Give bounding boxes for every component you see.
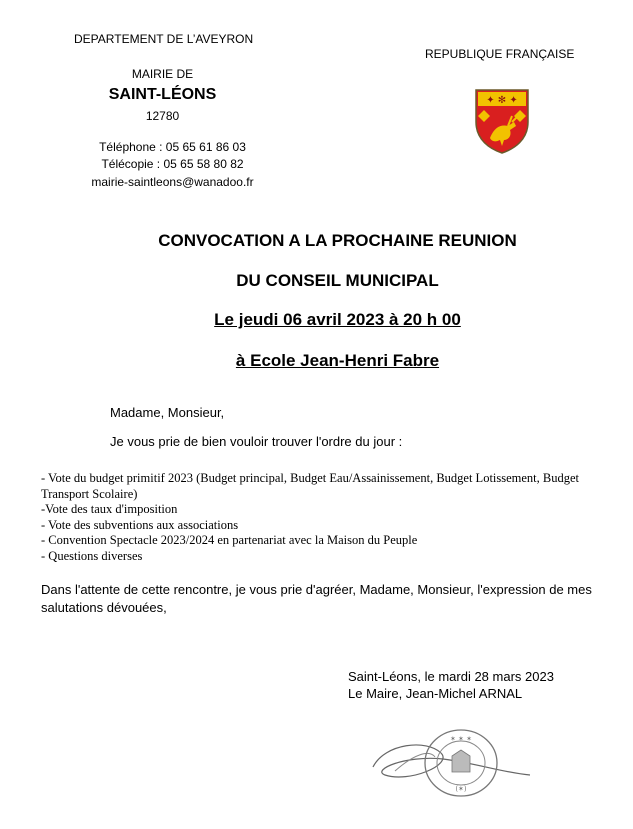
republic-label: REPUBLIQUE FRANÇAISE [425, 47, 575, 61]
salutation: Madame, Monsieur, [110, 405, 225, 420]
coat-of-arms-icon [474, 88, 530, 154]
official-stamp-icon [422, 728, 500, 798]
agenda-item: -Vote des taux d'imposition [41, 502, 178, 516]
closing-text: Dans l'attente de cette rencontre, je vous prie d'agréer, Madame, Monsieur, l'expression de mes salutations dévouées, [41, 582, 592, 615]
agenda-list [41, 471, 616, 564]
agenda-item: - Convention Spectacle 2023/2024 en partenariat avec la Maison du Peuple [41, 533, 418, 547]
meeting-place-text: à Ecole Jean-Henri Fabre [235, 351, 440, 370]
department-label: DEPARTEMENT DE L’AVEYRON [74, 32, 254, 46]
mairie-label: MAIRIE DE [131, 67, 194, 81]
phone-number: Téléphone : 05 65 61 86 03 [99, 140, 246, 154]
postcode: 12780 [145, 109, 180, 123]
meeting-date [0, 310, 633, 330]
place-date: Saint-Léons, le mardi 28 mars 2023 [348, 669, 554, 684]
agenda-item: - Vote du budget primitif 2023 (Budget principal, Budget Eau/Assainissement, Budget Lotissement, Budget Transport Scolaire) [41, 471, 580, 501]
fax-number: Télécopie : 05 65 58 80 82 [101, 157, 244, 171]
svg-text:✦ ✻ ✦: ✦ ✻ ✦ [486, 95, 518, 106]
mayor-name: Le Maire, Jean-Michel ARNAL [348, 686, 523, 701]
title-council: DU CONSEIL MUNICIPAL [236, 271, 439, 290]
svg-text:(✶): (✶) [455, 785, 467, 793]
meeting-place [0, 351, 633, 371]
meeting-date-text: Le jeudi 06 avril 2023 à 20 h 00 [214, 310, 461, 329]
svg-text:✶ ✶ ✶: ✶ ✶ ✶ [449, 735, 473, 743]
agenda-item: - Vote des subventions aux associations [41, 517, 239, 532]
town-name: SAINT-LÉONS [108, 86, 217, 103]
email-address: mairie-saintleons@wanadoo.fr [91, 175, 254, 189]
title-convocation: CONVOCATION A LA PROCHAINE REUNION [158, 231, 517, 250]
intro-text: Je vous prie de bien vouloir trouver l'ordre du jour : [110, 434, 403, 449]
agenda-item: - Questions diverses [41, 548, 143, 563]
